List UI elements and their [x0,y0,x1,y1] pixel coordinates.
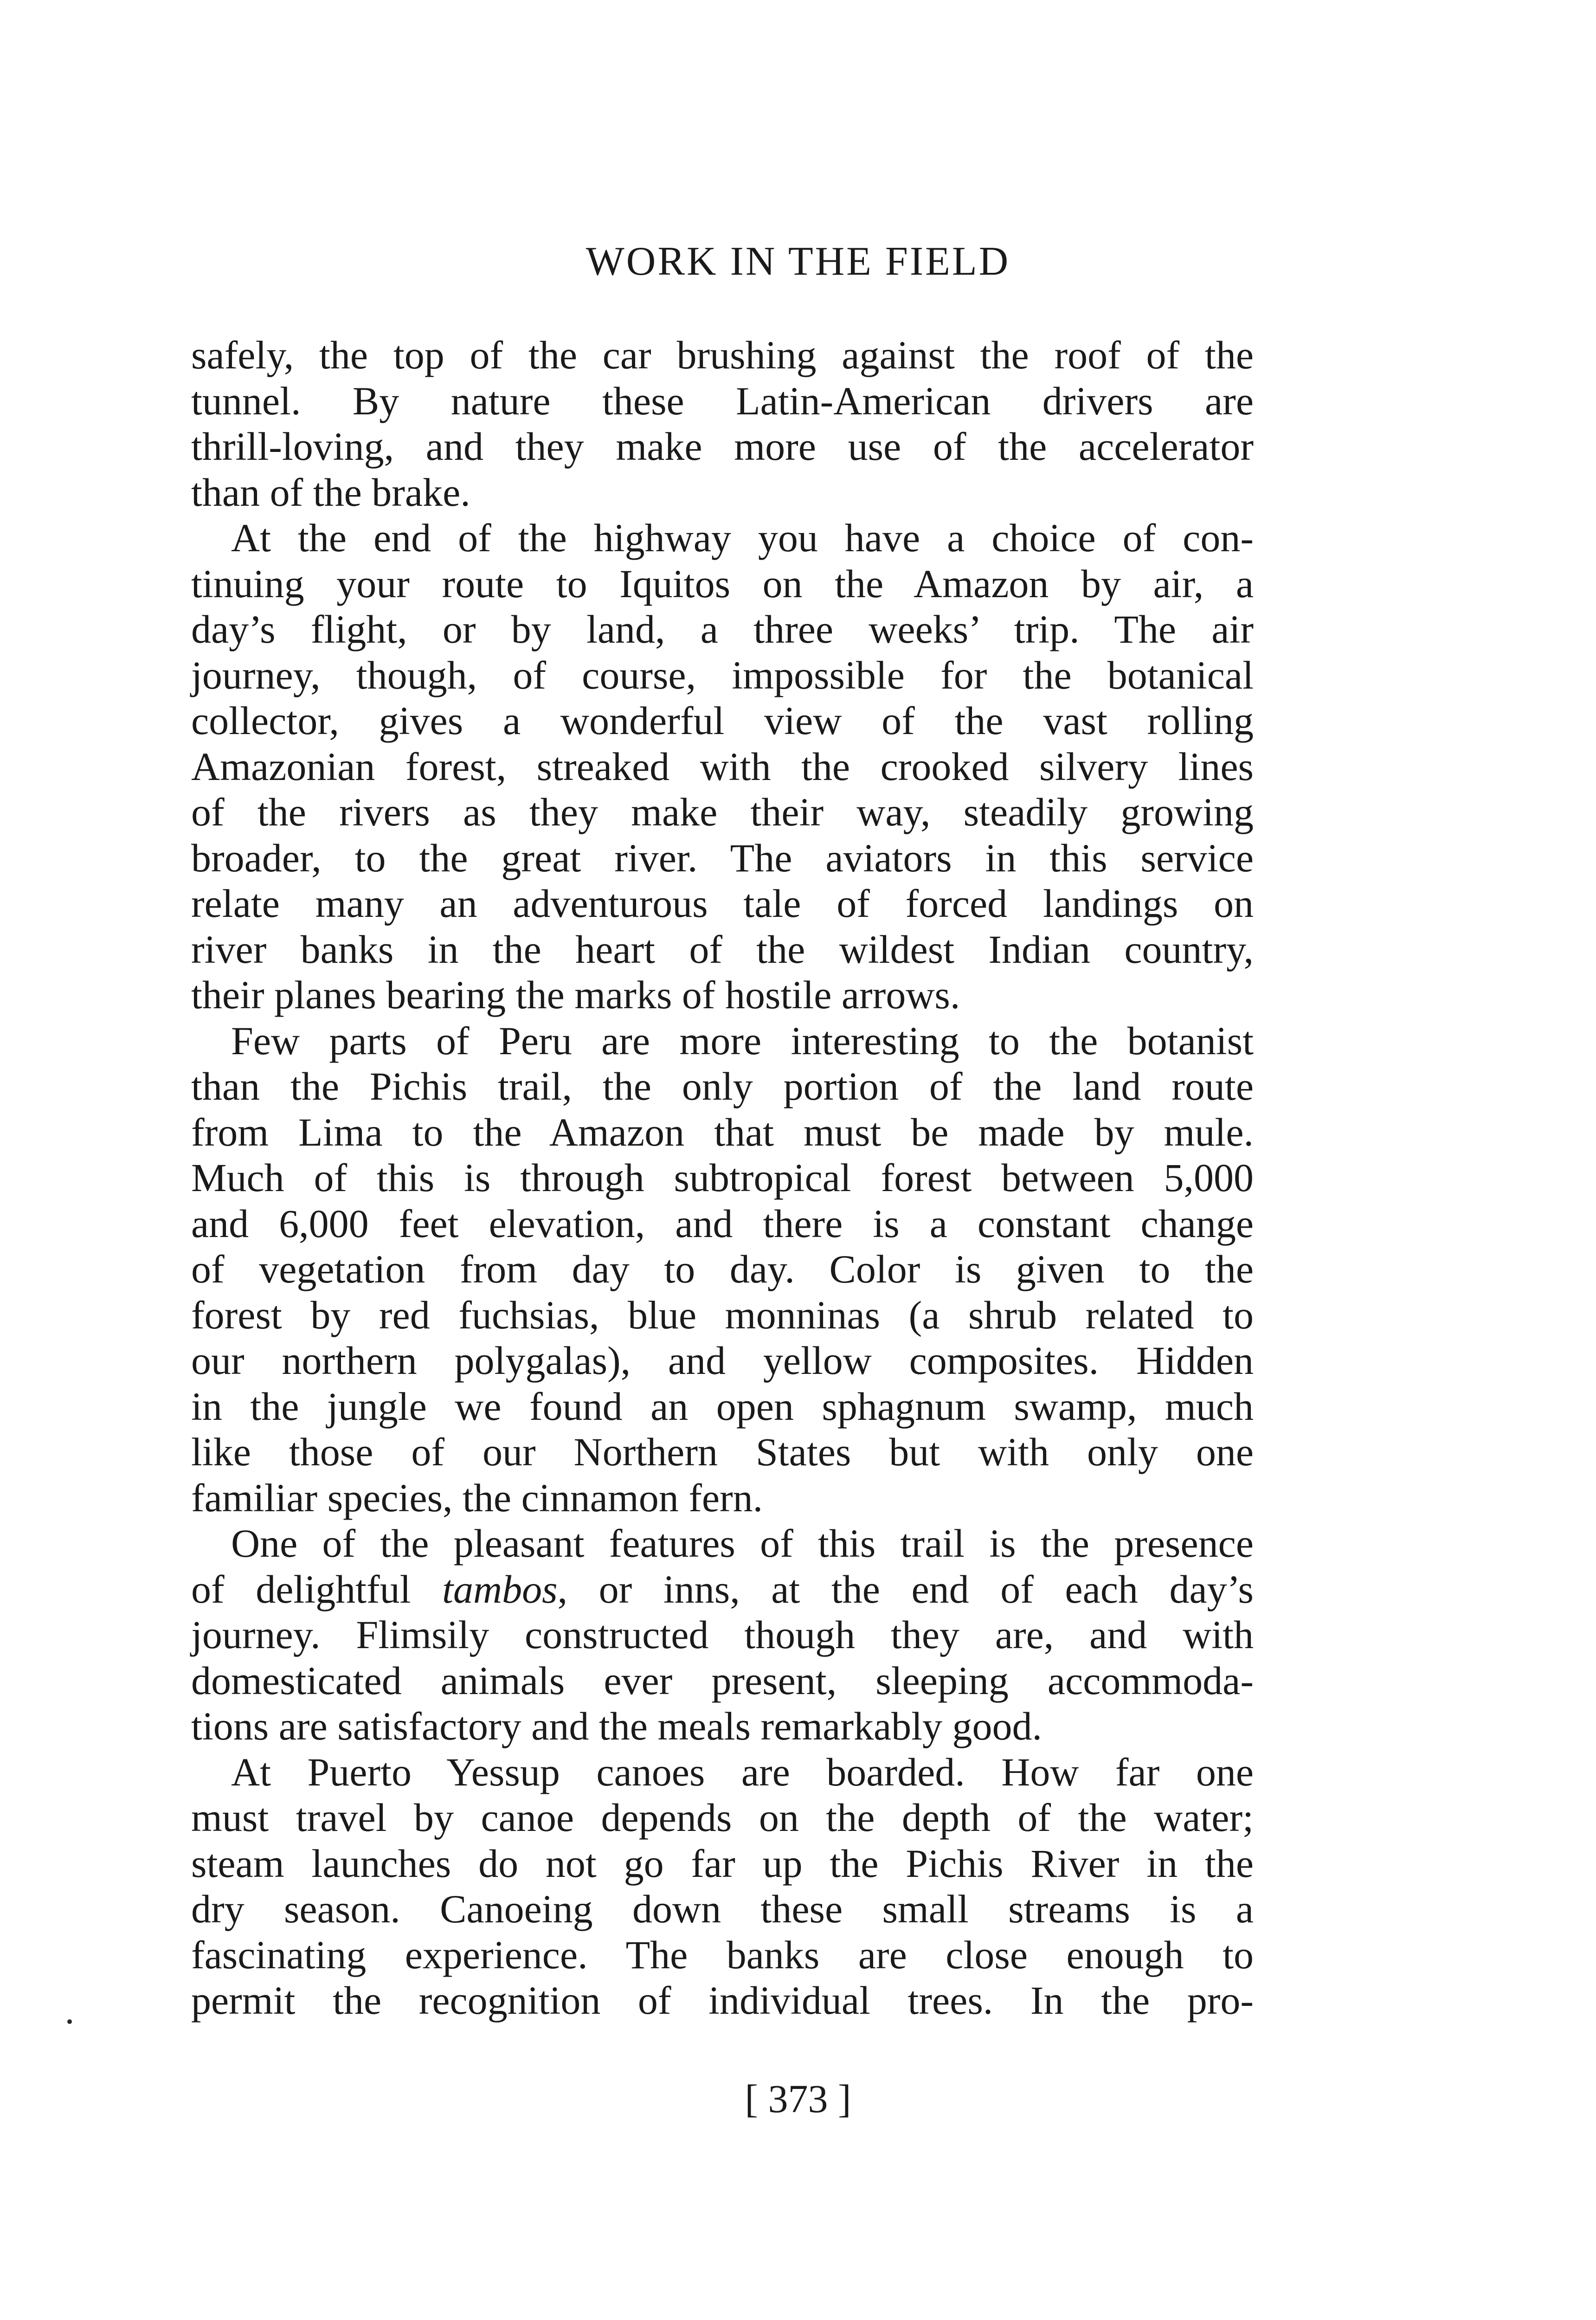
text-line: Few parts of Peru are more interesting to the botanist [231,1018,1254,1063]
text-line: At the end of the highway you have a choice of con- [231,516,1254,560]
text-line: our northern polygalas), and yellow composites. Hidden [191,1338,1254,1383]
text-line-with-italic: of delightful tambos, or inns, at the end of each day’s [191,1566,1254,1611]
paragraph [191,515,1254,1018]
text-line: Much of this is through subtropical forest between 5,000 [191,1155,1254,1200]
text-line: must travel by canoe depends on the depth of the water; [191,1795,1254,1840]
paragraph [191,1749,1254,2024]
text-line: tions are satisfactory and the meals remarkably good. [191,1704,1043,1748]
text-line: Amazonian forest, streaked with the crooked silvery lines [191,744,1254,789]
text-line: day’s flight, or by land, a three weeks’ trip. The air [191,607,1254,651]
text-line: journey, though, of course, impossible for the botanical [191,652,1254,697]
text-line: fascinating experience. The banks are close enough to [191,1932,1254,1977]
running-head: WORK IN THE FIELD [586,239,1010,284]
margin-mark [67,2019,72,2024]
paragraph [191,332,1254,515]
text-line: from Lima to the Amazon that must be made by mule. [191,1109,1254,1154]
text-line: of vegetation from day to day. Color is given to the [191,1247,1254,1291]
text-line: than of the brake. [191,470,470,515]
text-line: broader, to the great river. The aviators in this service [191,835,1254,880]
text-line: of the rivers as they make their way, steadily growing [191,790,1254,834]
text-line: thrill-loving, and they make more use of the accelerator [191,424,1254,469]
text-line: familiar species, the cinnamon fern. [191,1475,763,1520]
text-line: domesticated animals ever present, sleeping accommoda- [191,1658,1254,1703]
text-line: tunnel. By nature these Latin-American drivers are [191,378,1254,423]
body-text [191,332,1254,2024]
text-line: and 6,000 feet elevation, and there is a constant change [191,1201,1254,1246]
text-line: forest by red fuchsias, blue monninas (a shrub related to [191,1292,1254,1337]
text-line: river banks in the heart of the wildest Indian country, [191,927,1254,972]
text-line: like those of our Northern States but with only one [191,1430,1254,1474]
text-line: than the Pichis trail, the only portion of the land route [191,1064,1254,1108]
text-line: in the jungle we found an open sphagnum swamp, much [191,1384,1254,1429]
text-line: One of the pleasant features of this trail is the presence [231,1521,1254,1566]
text-line: their planes bearing the marks of hostile arrows. [191,973,960,1017]
italic-term: tambos [442,1566,558,1611]
text-line: dry season. Canoeing down these small streams is a [191,1887,1254,1931]
page-number: [ 373 ] [745,2076,851,2121]
text-line: journey. Flimsily constructed though they are, and with [191,1612,1254,1657]
paragraph [191,1521,1254,1749]
text-line: relate many an adventurous tale of forced landings on [191,881,1254,926]
paragraph [191,1018,1254,1521]
text-line: safely, the top of the car brushing against the roof of the [191,333,1254,377]
text-line: collector, gives a wonderful view of the vast rolling [191,698,1254,743]
text-line: steam launches do not go far up the Pichis River in the [191,1841,1254,1886]
text-line: tinuing your route to Iquitos on the Amazon by air, a [191,561,1254,606]
text-line: permit the recognition of individual trees. In the pro- [191,1978,1254,2023]
text-line: At Puerto Yessup canoes are boarded. How far one [231,1749,1254,1794]
